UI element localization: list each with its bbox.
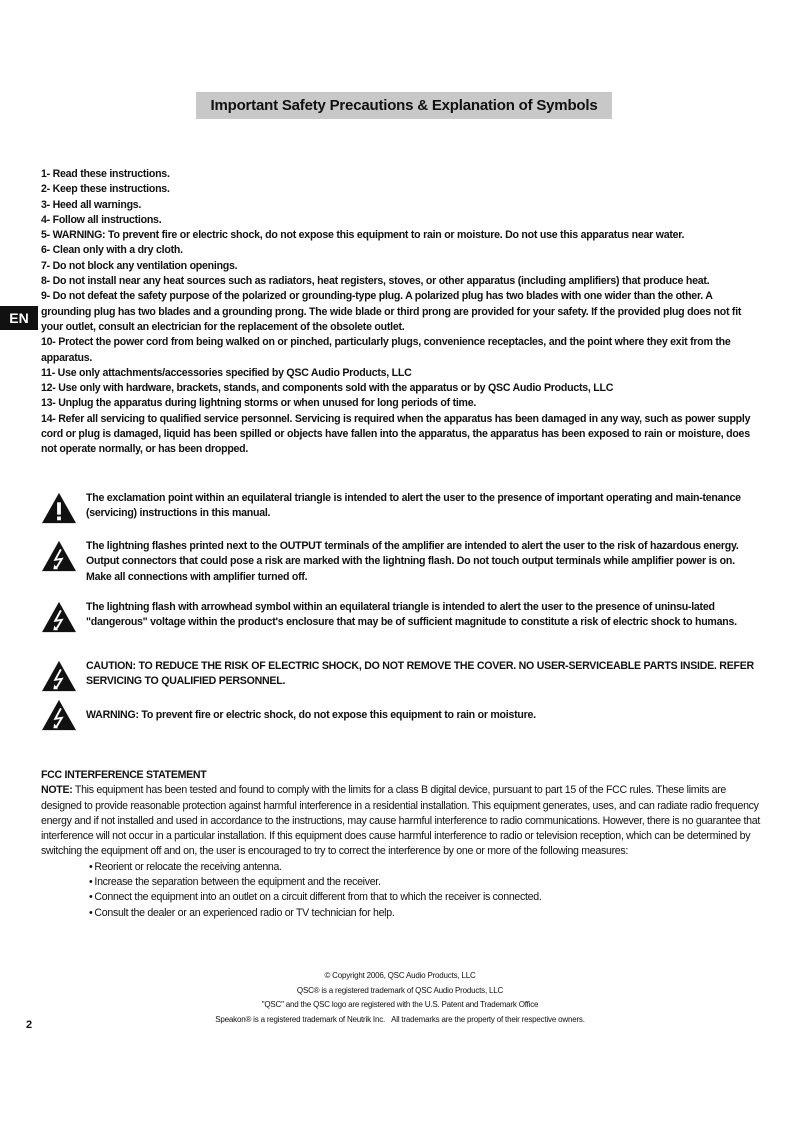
trademark-line: QSC® is a registered trademark of QSC Audio Products, LLC <box>296 985 504 995</box>
fcc-measure: • Reorient or relocate the receiving antenna. <box>89 860 763 875</box>
language-tab: EN <box>0 306 38 330</box>
instruction-item: 13- Unplug the apparatus during lightning storms or when unused for long periods of time. <box>41 397 477 410</box>
all-trademarks: All trademarks are the property of their respective owners. <box>391 1014 585 1024</box>
trademark-line: "QSC" and the QSC logo are registered with the U.S. Patent and Trademark Office <box>261 1000 539 1009</box>
lightning-triangle-icon <box>40 539 78 573</box>
instruction-item: 8- Do not install near any heat sources such as radiators, heat registers, stoves, or other apparatus (including amplifiers) that produce heat. <box>41 275 710 288</box>
instruction-item: 9- Do not defeat the safety purpose of the polarized or grounding-type plug. A polarized plug has two blades with one wider than the other. A grounding plug has two blades and a grounding prong. The wide blade or third prong are provided for your safety. If the provided plug does not fit your outlet, consult an electrician for the replacement of the obsolete outlet. <box>41 290 742 333</box>
symbol-row <box>40 600 762 634</box>
footer <box>160 969 640 1027</box>
instruction-item: 5- WARNING: To prevent fire or electric shock, do not expose this equipment to rain or moisture. Do not use this apparatus near water. <box>41 229 685 242</box>
symbol-row <box>40 491 762 525</box>
title-banner <box>196 92 612 119</box>
instruction-item: 10- Protect the power cord from being walked on or pinched, particularly plugs, convenience receptacles, and the point where they exit from the apparatus. <box>41 336 731 364</box>
symbol-description: CAUTION: TO REDUCE THE RISK OF ELECTRIC SHOCK, DO NOT REMOVE THE COVER. NO USER-SERVICEABLE PARTS INSIDE. REFER SERVICING TO QUALIFIED PERSONNEL. <box>86 660 754 688</box>
instruction-item: 11- Use only attachments/accessories specified by QSC Audio Products, LLC <box>41 366 412 379</box>
fcc-note-label: NOTE: <box>41 784 73 797</box>
instruction-item: 14- Refer all servicing to qualified service personnel. Servicing is required when the apparatus has been damaged in any way, such as power supply cord or plug is damaged, liquid has been spilled or objects have fallen into the apparatus, the apparatus has been exposed to rain or moisture, does not operate normally, or has been dropped. <box>41 412 751 456</box>
instruction-item: 12- Use only with hardware, brackets, stands, and components sold with the apparatus or by QSC Audio Products, LLC <box>41 382 614 395</box>
symbol-row <box>40 659 762 693</box>
fcc-heading: FCC INTERFERENCE STATEMENT <box>41 769 207 781</box>
symbol-row <box>40 698 762 732</box>
instruction-item: 4- Follow all instructions. <box>41 213 162 226</box>
fcc-measures-list <box>41 860 763 921</box>
fcc-measure: • Connect the equipment into an outlet on a circuit different from that to which the receiver is connected. <box>89 890 763 905</box>
safety-instructions-list <box>41 167 763 458</box>
instruction-item: 1- Read these instructions. <box>41 168 170 180</box>
fcc-measure: • Increase the separation between the equipment and the receiver. <box>89 875 763 890</box>
symbol-description: The exclamation point within an equilateral triangle is intended to alert the user to the presence of important operating and main-tenance (servicing) instructions in this manual. <box>86 492 741 520</box>
lightning-triangle-icon <box>40 659 78 693</box>
fcc-note <box>41 783 763 859</box>
page-number: 2 <box>26 1019 33 1031</box>
trademark-line <box>160 1013 640 1028</box>
fcc-note-text: This equipment has been tested and found to comply with the limits for a class B digital device, pursuant to part 15 of the FCC rules. These limits are designed to provide reasonable protection against harmful interference in a residential installation. This equipment generates, uses, and can radiate radio frequency energy and if not installed and used in accordance to the instructions, may cause harmful interference to radio communications. However, there is no guarantee that interference will not occur in a particular installation. If this equipment does cause harmful interference to radio or television reception, which can be determined by switching the equipment off and on, the user is encouraged to try to correct the interference by one or more of the following measures: <box>41 784 760 858</box>
lightning-triangle-icon <box>40 698 78 732</box>
page-title: Important Safety Precautions & Explanation of Symbols <box>210 97 598 114</box>
exclamation-triangle-icon <box>40 491 78 525</box>
instruction-item: 6- Clean only with a dry cloth. <box>41 244 183 257</box>
instruction-item: 2- Keep these instructions. <box>41 183 170 196</box>
speakon-trademark: Speakon® is a registered trademark of Neutrik Inc. <box>215 1014 386 1024</box>
symbol-row <box>40 539 762 585</box>
copyright-line: © Copyright 2006, QSC Audio Products, LLC <box>324 971 476 980</box>
lightning-triangle-icon <box>40 600 78 634</box>
symbol-description: WARNING: To prevent fire or electric shock, do not expose this equipment to rain or moisture. <box>86 709 536 721</box>
symbol-description: The lightning flash with arrowhead symbol within an equilateral triangle is intended to alert the user to the presence of uninsu-lated "dangerous" voltage within the product's enclosure that may be of sufficient magnitude to constitute a risk of electric shock to humans. <box>86 601 737 629</box>
fcc-measure: • Consult the dealer or an experienced radio or TV technician for help. <box>89 906 763 921</box>
instruction-item: 3- Heed all warnings. <box>41 198 142 211</box>
symbol-description: The lightning flashes printed next to the OUTPUT terminals of the amplifier are intended to alert the user to the risk of hazardous energy. Output connectors that could pose a risk are marked with the lightning flash. Do not touch output terminals while amplifier power is on. Make all connections with amplifier turned off. <box>86 540 739 583</box>
fcc-statement <box>41 768 763 921</box>
instruction-item: 7- Do not block any ventilation openings. <box>41 259 238 272</box>
